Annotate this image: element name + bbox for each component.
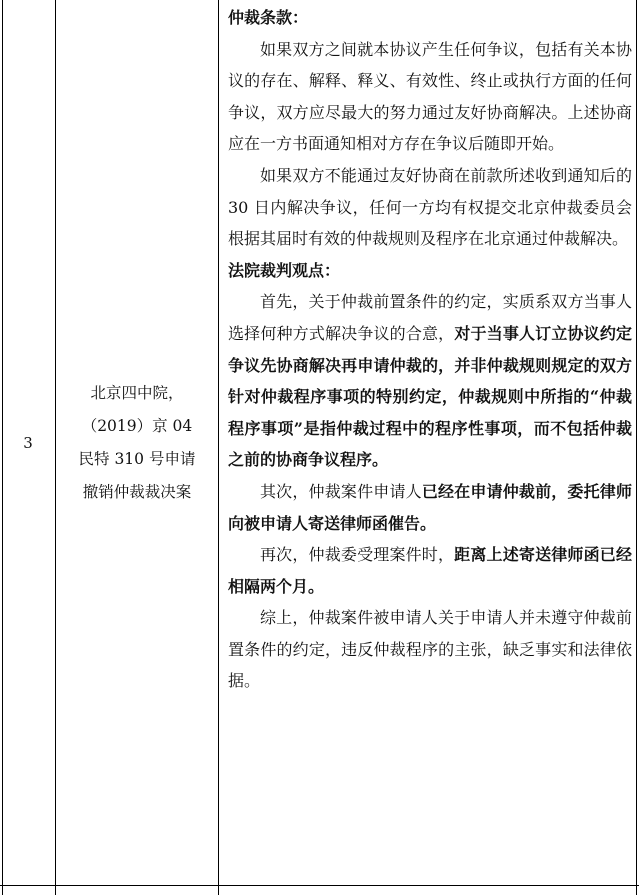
content-cell: [228, 2, 632, 697]
table-row-divider: [0, 885, 639, 886]
case-name-cell: [56, 0, 218, 885]
court-view-paragraph-4: 综上，仲裁案件被申请人关于申请人并未遵守仲裁前置条件的约定，违反仲裁程序的主张，缺乏事实和法律依据。: [228, 608, 632, 691]
court-view-paragraph-1: [228, 286, 632, 476]
court-view-paragraph-2: [228, 476, 632, 539]
clause-paragraph-2: 如果双方不能通过友好协商在前款所述收到通知后的 30 日内解决争议，任何一方均有权提交北京仲裁委员会根据其届时有效的仲裁规则及程序在北京通过仲裁解决。: [228, 165, 632, 249]
court-view-p2-bold: 已经在申请仲裁前，委托律师向被申请人寄送律师函催告。: [228, 481, 632, 533]
row-number: 3: [23, 433, 33, 452]
court-view-p1-bold: 对于当事人订立协议约定争议先协商解决再申请仲裁的，并非仲裁规则规定的双方针对仲裁程序事项的特别约定，仲裁规则中所指的“仲裁程序事项”是指仲裁过程中的程序性事项，而不包括仲裁之前的协商争议程序。: [228, 323, 632, 470]
court-view-heading: 法院裁判观点：: [228, 260, 341, 280]
clause-paragraph-1: 如果双方之间就本协议产生任何争议，包括有关本协议的存在、解释、释义、有效性、终止或执行方面的任何争议，双方应尽最大的努力通过友好协商解决。上述协商应在一方书面通知相对方存在争议后随即开始。: [228, 39, 632, 154]
table-border-right: [636, 0, 637, 895]
row-number-cell: [2, 0, 54, 885]
case-name: 北京四中院，（2019）京 04 民特 310 号申请撤销仲裁裁决案: [78, 383, 196, 501]
court-view-p3-bold: 距离上述寄送律师函已经相隔两个月。: [228, 545, 632, 596]
court-view-p2-normal: 其次，仲裁案件申请人: [260, 481, 422, 501]
table-border-col2: [218, 0, 219, 895]
court-view-paragraph-3: [228, 539, 632, 602]
court-view-p1-normal: 首先，关于仲裁前置条件的约定，实质系双方当事人选择何种方式解决争议的合意，: [228, 292, 632, 343]
court-view-p3-normal: 再次，仲裁委受理案件时，: [260, 545, 455, 565]
clause-heading: 仲裁条款：: [228, 8, 309, 27]
